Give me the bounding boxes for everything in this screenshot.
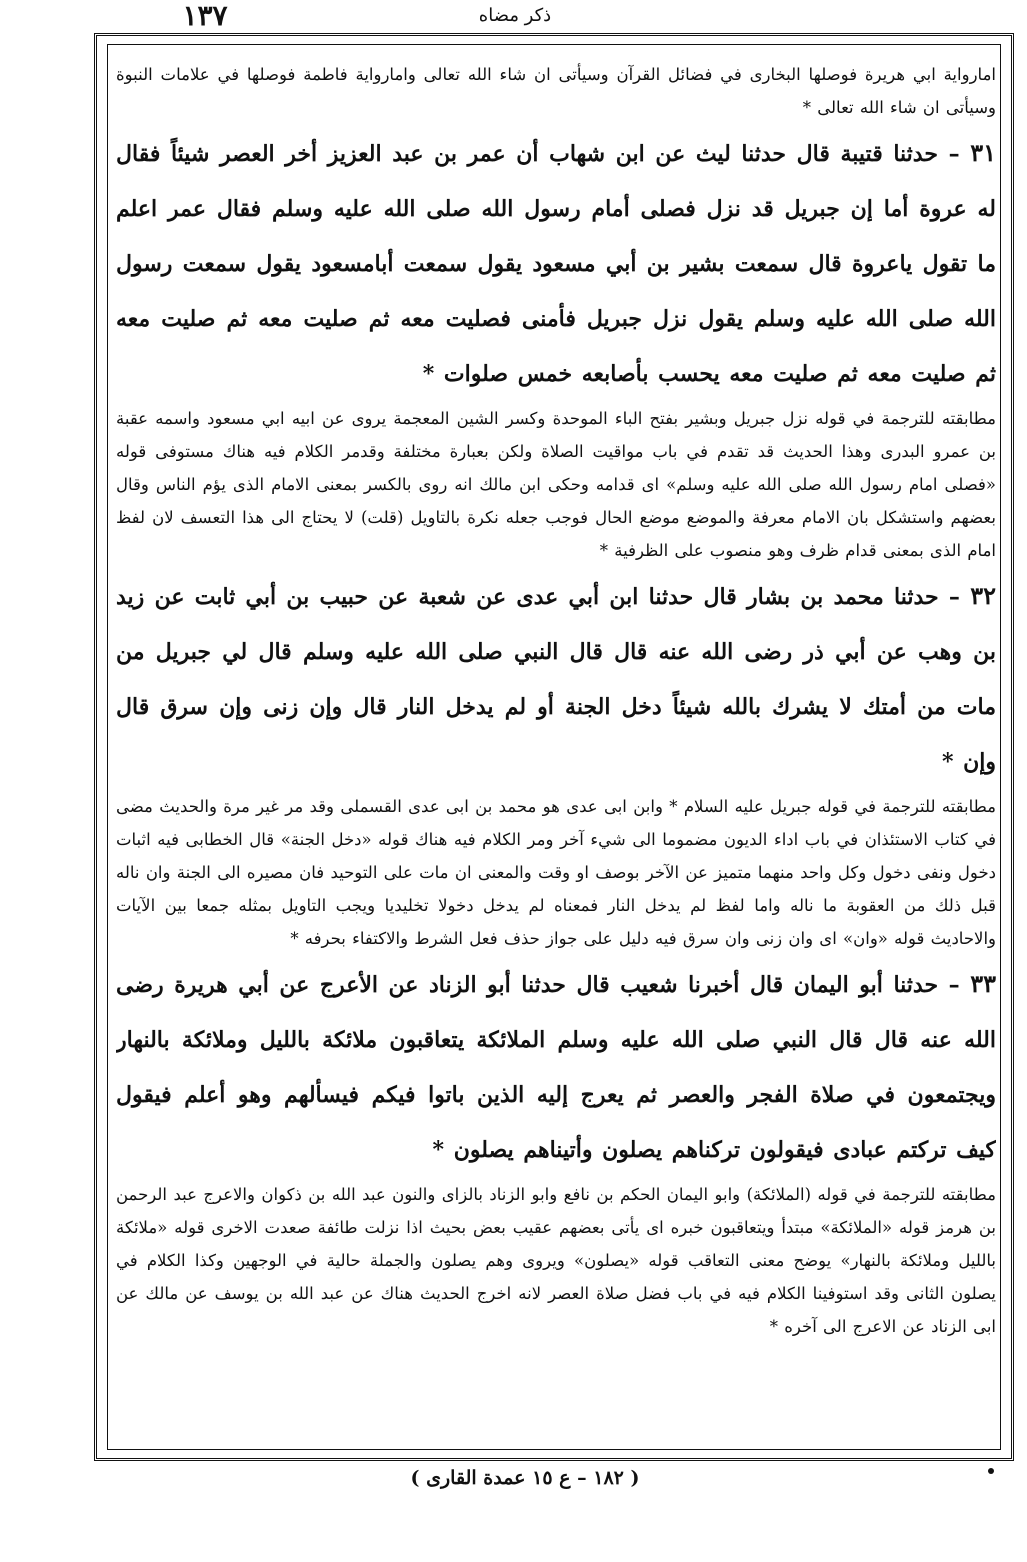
hadith-text: – حدثنا أبو اليمان قال أخبرنا شعيب قال حدثنا أبو الزناد عن الأعرج عن أبي هريرة رضى الله عنه قال قال النبي صلى الله عليه وسلم الملائكة يتعاقبون ملائكة بالليل وملائكة بالنهار ويجتمعون في صلاة الفجر والعصر ثم يعرج إليه الذين باتوا فيكم فيسألهم وهو أعلم فيقول كيف تركتم عبادى فيقولون تركناهم يصلون وأتيناهم يصلون * bbox=[116, 972, 996, 1163]
page-number: ١٣٧ bbox=[182, 0, 228, 32]
hadith-number: ٣٣ bbox=[970, 969, 996, 998]
running-head: ذكر مضاه bbox=[478, 5, 552, 26]
commentary-paragraph: مطابقته للترجمة في قوله نزل جبريل وبشير بفتح الباء الموحدة وكسر الشين المعجمة يروى عن ابيه ابي مسعود واسمه عقبة بن عمرو البدرى وهذا الحديث قد تقدم في باب مواقيت الصلاة ولكن بعبارة مختلفة وقدمر الكلام فيه هناك مستوفى قوله «فصلى امام رسول الله صلى الله عليه وسلم» اى قدامه وحكى ابن مالك انه روى بالكسر بمعنى الامام الذى يؤم الناس وقال بعضهم واستشكل بان الامام معرفة والموضع موضع الحال فوجب جعله نكرة بالتاويل (قلت) لا يحتاج الى هذا التعسف لان لفظ امام الذى بمعنى قدام ظرف وهو منصوب على الظرفية * bbox=[116, 409, 996, 560]
hadith-text: – حدثنا قتيبة قال حدثنا ليث عن ابن شهاب أن عمر بن عبد العزيز أخر العصر شيئاً فقال له عروة أما إن جبريل قد نزل فصلى أمام رسول الله صلى الله عليه وسلم فقال عمر اعلم ما تقول ياعروة قال سمعت بشير بن أبي مسعود يقول سمعت أبامسعود يقول سمعت رسول الله صلى الله عليه وسلم يقول نزل جبريل فأمنى فصليت معه ثم صليت معه ثم صليت معه ثم صليت معه ثم صليت معه يحسب بأصابعه خمس صلوات * bbox=[116, 141, 996, 387]
hadith-paragraph bbox=[116, 956, 996, 1178]
corner-dot bbox=[988, 1468, 994, 1474]
hadith-paragraph bbox=[116, 125, 996, 402]
hadith-paragraph bbox=[116, 568, 996, 790]
commentary-paragraph: مطابقته للترجمة في قوله جبريل عليه السلام * وابن ابى عدى هو محمد بن ابى عدى القسملى وقد مر غير مرة والحديث مضى في كتاب الاستئذان في باب اداء الديون مضموما الى شيء آخر ومر الكلام فيه هناك قوله «دخل الجنة» قال الخطابى فيه اثبات دخول ونفى دخول وكل واحد منهما متميز عن الآخر بوصف او وقت والمعنى ان مات على التوحيد فان مصيره الى الجنة وان ناله قبل ذلك من العقوبة ما ناله واما لفظ لم يدخل النار فمعناه لم يدخل دخولا تخليديا ويجب التاويل بمثله جمعا بين الآيات والاحاديث قوله «وان» اى وان زنى وان سرق فيه دليل على جواز حذف فعل الشرط والاكتفاء بحرفه * bbox=[116, 797, 996, 948]
hadith-number: ٣١ bbox=[970, 138, 996, 167]
commentary-paragraph: مطابقته للترجمة في قوله (الملائكة) وابو اليمان الحكم بن نافع وابو الزناد بالزاى والنون عبد الله بن ذكوان والاعرج عبد الرحمن بن هرمز قوله «الملائكة» مبتدأ ويتعاقبون خبره اى يأتى بعضهم عقيب بعض بحيث اذا نزلت طائفة صعدت الاخرى قوله «ملائكة بالليل وملائكة بالنهار» يوضح معنى التعاقب قوله «يصلون» ويروى وهم يصلون والجملة حالية في الوجهين وكذا الكلام في يصلون الثانى وقد استوفينا الكلام فيه في باب فضل صلاة العصر لانه اخرج الحديث هناك عن عبد الله بن يوسف عن مالك عن ابى الزناد عن الاعرج الى آخره * bbox=[116, 1185, 996, 1336]
text-body bbox=[116, 58, 996, 1454]
hadith-text: – حدثنا محمد بن بشار قال حدثنا ابن أبي عدى عن شعبة عن حبيب بن أبي ثابت عن زيد بن وهب عن أبي ذر رضى الله عنه قال قال النبي صلى الله عليه وسلم قال لي جبريل من مات من أمتك لا يشرك بالله شيئاً دخل الجنة أو لم يدخل النار قال وإن زنى وإن سرق قال وإن * bbox=[116, 584, 996, 775]
hadith-number: ٣٢ bbox=[970, 581, 996, 610]
signature-mark: ( ١٨٢ – ع ١٥ عمدة القارى ) bbox=[410, 1467, 640, 1489]
commentary-paragraph: امارواية ابي هريرة فوصلها البخارى في فضائل القرآن وسيأتى ان شاء الله تعالى وامارواية فاطمة فوصلها في علامات النبوة وسيأتى ان شاء الله تعالى * bbox=[116, 65, 996, 117]
